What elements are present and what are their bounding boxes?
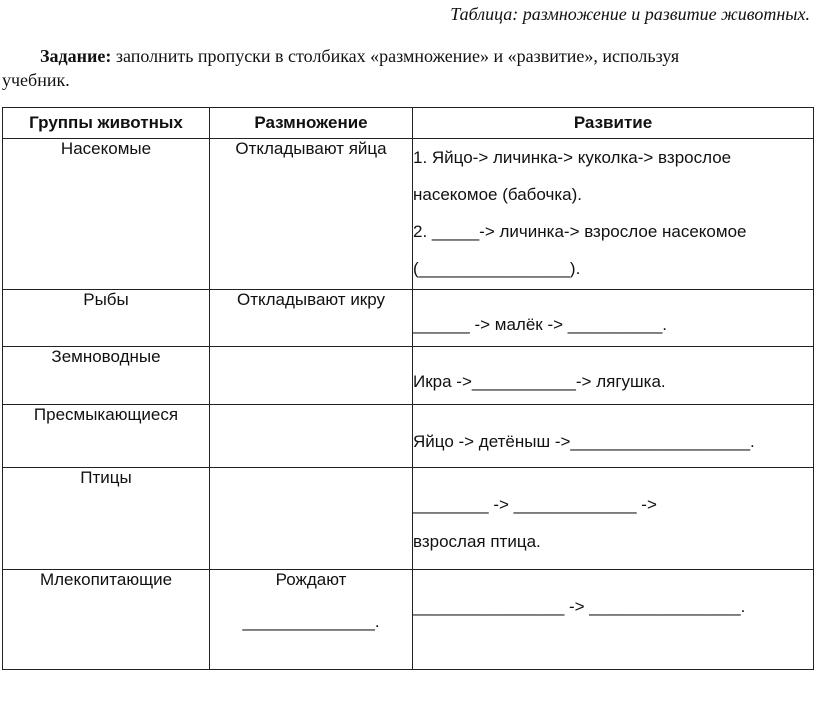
table-row [3,290,814,347]
development-line: ______ -> малёк -> __________. [413,315,668,334]
development-line: насекомое (бабочка). [413,185,582,204]
reproduction-cell: Откладывают яйца [210,139,413,290]
animals-table [2,107,814,670]
table-row [3,347,814,405]
task-instruction [0,44,816,92]
task-label: Задание: [40,46,112,66]
development-line: ________ -> _____________ -> [413,495,657,514]
reproduction-cell[interactable] [210,468,413,570]
reproduction-cell[interactable] [210,405,413,468]
header-groups: Группы животных [3,108,210,139]
reproduction-blank[interactable]: ______________. [242,612,380,631]
development-cell[interactable] [413,290,814,347]
development-line: взрослая птица. [413,532,541,551]
reproduction-cell[interactable] [210,347,413,405]
table-row [3,139,814,290]
table-caption: Таблица: размножение и развитие животных. [450,4,810,24]
group-cell: Земноводные [3,347,210,405]
development-line: 2. _____-> личинка-> взрослое насекомое [413,222,747,241]
header-reproduction: Размножение [210,108,413,139]
reproduction-text: Рождают [275,570,347,589]
table-row [3,405,814,468]
header-development: Развитие [413,108,814,139]
group-cell: Млекопитающие [3,570,210,670]
development-cell[interactable] [413,468,814,570]
reproduction-cell[interactable] [210,570,413,670]
development-cell[interactable] [413,347,814,405]
development-line: (________________). [413,259,581,278]
development-cell[interactable] [413,570,814,670]
reproduction-cell: Откладывают икру [210,290,413,347]
development-line: Яйцо -> детёныш ->___________________. [413,432,755,451]
group-cell: Рыбы [3,290,210,347]
task-text: заполнить пропуски в столбиках «размножение» и «развитие», используя [111,46,680,66]
development-line: ________________ -> ________________. [413,597,746,616]
table-header-row [3,108,814,139]
development-line: Икра ->___________-> лягушка. [413,372,666,391]
group-cell: Насекомые [3,139,210,290]
development-line: 1. Яйцо-> личинка-> куколка-> взрослое [413,148,732,167]
development-cell[interactable] [413,139,814,290]
table-row [3,468,814,570]
table-row [3,570,814,670]
development-cell[interactable] [413,405,814,468]
group-cell: Птицы [3,468,210,570]
group-cell: Пресмыкающиеся [3,405,210,468]
task-continuation: учебник. [2,70,70,90]
